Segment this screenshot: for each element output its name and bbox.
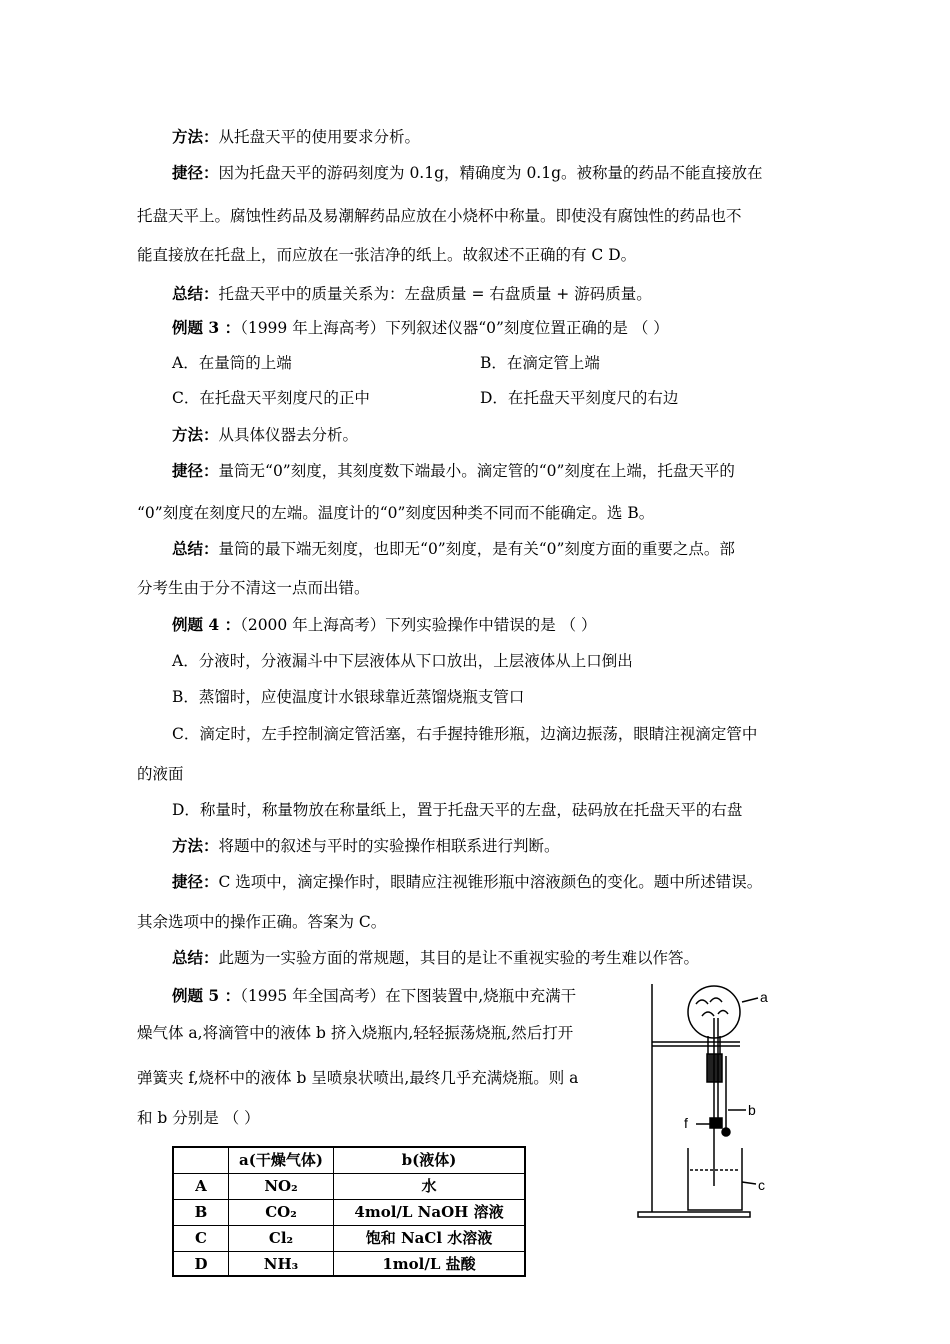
leader-a: [742, 998, 758, 1002]
summary-label: 总结：: [172, 948, 219, 967]
table-row: [174, 1225, 524, 1251]
example-4-text: （2000 年上海高考）下列实验操作中错误的是 （ ）: [240, 616, 597, 634]
example-3-label: 例题 3 ：: [172, 318, 241, 337]
method-text: 从具体仪器去分析。: [218, 426, 359, 444]
leader-c: [742, 1182, 756, 1184]
shortcut-line-3: 能直接放在托盘上，而应放在一张洁净的纸上。故叙述不正确的有 C D。: [137, 246, 637, 264]
shortcut-text: 因为托盘天平的游码刻度为 0.1g，精确度为 0.1g。被称量的药品不能直接放在: [218, 164, 763, 182]
label-f: f: [684, 1115, 688, 1131]
answer-table: [172, 1146, 526, 1277]
table-row: [174, 1173, 524, 1199]
method-line-1: [172, 127, 420, 147]
example-4-option-b: B．蒸馏时，应使温度计水银球靠近蒸馏烧瓶支管口: [172, 688, 525, 706]
summary-line-1: [172, 284, 652, 304]
table-cell: 1mol/L 盐酸: [382, 1255, 476, 1273]
table-row: [174, 1251, 524, 1277]
beaker: [688, 1148, 742, 1210]
shortcut-line-5: “0”刻度在刻度尺的左端。温度计的“0”刻度因种类不同而不能确定。选 B。: [137, 504, 655, 522]
table-cell: 4mol/L NaOH 溶液: [354, 1203, 504, 1221]
table-cell: B: [174, 1200, 229, 1225]
table-row: [174, 1199, 524, 1225]
summary-line-2: [172, 539, 735, 559]
summary-line-3: 分考生由于分不清这一点而出错。: [137, 579, 370, 597]
example-3-option-a: A．在量筒的上端: [172, 354, 292, 372]
table-cell: NH₃: [229, 1252, 334, 1277]
example-3-question: [172, 318, 669, 338]
table-cell: 饱和 NaCl 水溶液: [365, 1229, 493, 1247]
dropper-bulb: [722, 1128, 730, 1136]
label-a: a: [760, 989, 768, 1005]
table-header-cell: b(液体): [401, 1151, 457, 1169]
shortcut-label: 捷径：: [172, 872, 219, 891]
shortcut-label: 捷径：: [172, 163, 219, 182]
shortcut-line-1: [172, 163, 763, 183]
table-cell: Cl₂: [229, 1226, 334, 1251]
example-5-label: 例题 5 ：: [172, 986, 241, 1005]
table-header-cell: [174, 1148, 229, 1173]
summary-text: 量筒的最下端无刻度，也即无“0”刻度，是有关“0”刻度方面的重要之点。部: [218, 540, 735, 558]
shortcut-line-7: 其余选项中的操作正确。答案为 C。: [137, 913, 387, 931]
example-4-option-d: D．称量时，称量物放在称量纸上，置于托盘天平的左盘，砝码放在托盘天平的右盘: [172, 801, 743, 819]
method-label: 方法：: [172, 127, 219, 146]
example-3-option-d: D．在托盘天平刻度尺的右边: [480, 389, 679, 407]
table-cell: NO₂: [229, 1174, 334, 1199]
table-cell: C: [174, 1226, 229, 1251]
shortcut-label: 捷径：: [172, 461, 219, 480]
method-line-2: [172, 425, 358, 445]
shortcut-line-4: [172, 461, 735, 481]
table-cell: A: [174, 1174, 229, 1199]
summary-text: 此题为一实验方面的常规题，其目的是让不重视实验的考生难以作答。: [218, 949, 700, 967]
example-5-line-4: 和 b 分别是 （ ）: [137, 1109, 260, 1127]
spring-clip: [710, 1118, 722, 1128]
example-3-text: （1999 年上海高考）下列叙述仪器“0”刻度位置正确的是 （ ）: [240, 319, 669, 337]
shortcut-line-6: [172, 872, 762, 892]
example-5-text: （1995 年全国高考）在下图装置中,烧瓶中充满干: [240, 987, 577, 1005]
example-4-question: [172, 615, 597, 635]
stand-base: [638, 1212, 750, 1217]
example-5-line-2: 燥气体 a,将滴管中的液体 b 挤入烧瓶内,轻轻振荡烧瓶,然后打开: [137, 1024, 574, 1042]
example-3-option-c: C．在托盘天平刻度尺的正中: [172, 389, 370, 407]
method-line-3: [172, 836, 560, 856]
fountain-apparatus-figure: [630, 978, 790, 1223]
shortcut-line-2: 托盘天平上。腐蚀性药品及易潮解药品应放在小烧杯中称量。即使没有腐蚀性的药品也不: [137, 207, 742, 225]
label-c: c: [758, 1177, 765, 1193]
method-label: 方法：: [172, 425, 219, 444]
example-4-option-c: C．滴定时，左手控制滴定管活塞，右手握持锥形瓶，边滴边振荡，眼睛注视滴定管中: [172, 725, 758, 743]
example-5-line-3: 弹簧夹 f,烧杯中的液体 b 呈喷泉状喷出,最终几乎充满烧瓶。则 a: [137, 1069, 579, 1087]
method-label: 方法：: [172, 836, 219, 855]
example-4-option-a: A．分液时，分液漏斗中下层液体从下口放出，上层液体从上口倒出: [172, 652, 633, 670]
method-text: 将题中的叙述与平时的实验操作相联系进行判断。: [218, 837, 560, 855]
summary-text: 托盘天平中的质量关系为：左盘质量 = 右盘质量 + 游码质量。: [218, 285, 652, 303]
example-3-option-b: B．在滴定管上端: [480, 354, 600, 372]
method-text: 从托盘天平的使用要求分析。: [218, 128, 421, 146]
table-header-cell: a(干燥气体): [229, 1148, 334, 1173]
summary-label: 总结：: [172, 284, 219, 303]
summary-line-4: [172, 948, 699, 968]
summary-label: 总结：: [172, 539, 219, 558]
table-header-row: [174, 1148, 524, 1174]
example-4-label: 例题 4 ：: [172, 615, 241, 634]
shortcut-text: 量筒无“0”刻度，其刻度数下端最小。滴定管的“0”刻度在上端，托盘天平的: [218, 462, 735, 480]
example-5-question: [172, 986, 576, 1006]
table-cell: D: [174, 1252, 229, 1277]
table-cell: 水: [421, 1177, 437, 1195]
shortcut-text: C 选项中，滴定操作时，眼睛应注视锥形瓶中溶液颜色的变化。题中所述错误。: [218, 873, 763, 891]
table-cell: CO₂: [229, 1200, 334, 1225]
label-b: b: [748, 1102, 756, 1118]
example-4-option-c-cont: 的液面: [137, 765, 184, 783]
